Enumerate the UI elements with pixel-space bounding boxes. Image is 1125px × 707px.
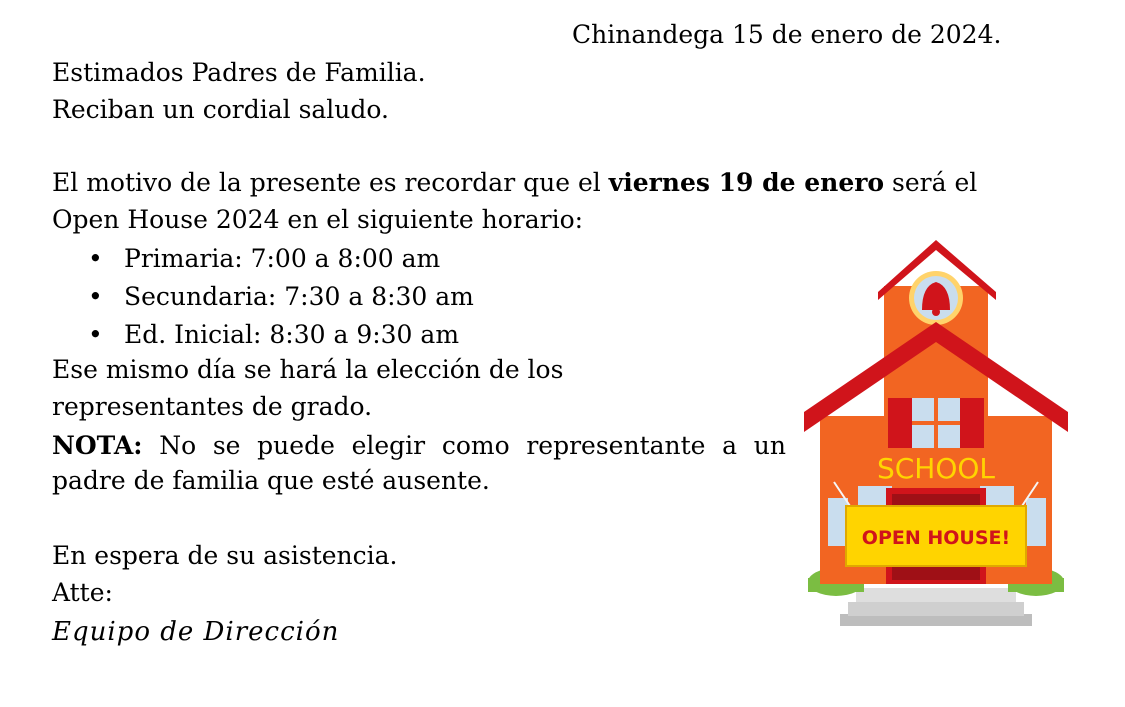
greeting-line-1: Estimados Padres de Familia. — [52, 58, 426, 87]
letter-date: Chinandega 15 de enero de 2024. — [572, 20, 1002, 49]
bullet-icon: • — [88, 320, 103, 349]
note-text: No se puede elegir como representante a un — [142, 431, 786, 460]
note-line-2: padre de familia que esté ausente. — [52, 466, 490, 495]
banner-text: OPEN HOUSE! — [861, 527, 1011, 549]
schedule-item — [88, 320, 459, 349]
greeting-line-2: Reciban un cordial saludo. — [52, 95, 389, 124]
school-sign: SCHOOL — [876, 452, 996, 485]
bell-icon — [909, 271, 963, 325]
schedule-item-text: Primaria: 7:00 a 8:00 am — [124, 244, 441, 273]
event-date-highlight: viernes 19 de enero — [608, 168, 885, 197]
closing-line: En espera de su asistencia. — [52, 541, 398, 570]
signature: Equipo de Dirección — [52, 617, 340, 647]
note-line-1 — [52, 431, 786, 460]
atte-line: Atte: — [52, 578, 113, 607]
body-line-2: Open House 2024 en el siguiente horario: — [52, 205, 584, 234]
school-house-illustration — [800, 236, 1074, 630]
body-line-1 — [52, 170, 977, 195]
election-line-1: Ese mismo día se hará la elección de los — [52, 355, 564, 384]
bullet-icon: • — [88, 282, 103, 311]
note-label: NOTA: — [52, 431, 143, 460]
bullet-icon: • — [88, 244, 103, 273]
schedule-item-text: Ed. Inicial: 8:30 a 9:30 am — [124, 320, 460, 349]
schedule-item — [88, 244, 440, 273]
window-icon — [888, 398, 984, 448]
schedule-item — [88, 282, 474, 311]
body-line-1-start: El motivo de la presente es recordar que el — [52, 168, 609, 197]
steps-icon — [840, 588, 1032, 626]
schedule-item-text: Secundaria: 7:30 a 8:30 am — [124, 282, 474, 311]
body-line-1-end: será el — [884, 168, 978, 197]
election-line-2: representantes de grado. — [52, 392, 373, 421]
